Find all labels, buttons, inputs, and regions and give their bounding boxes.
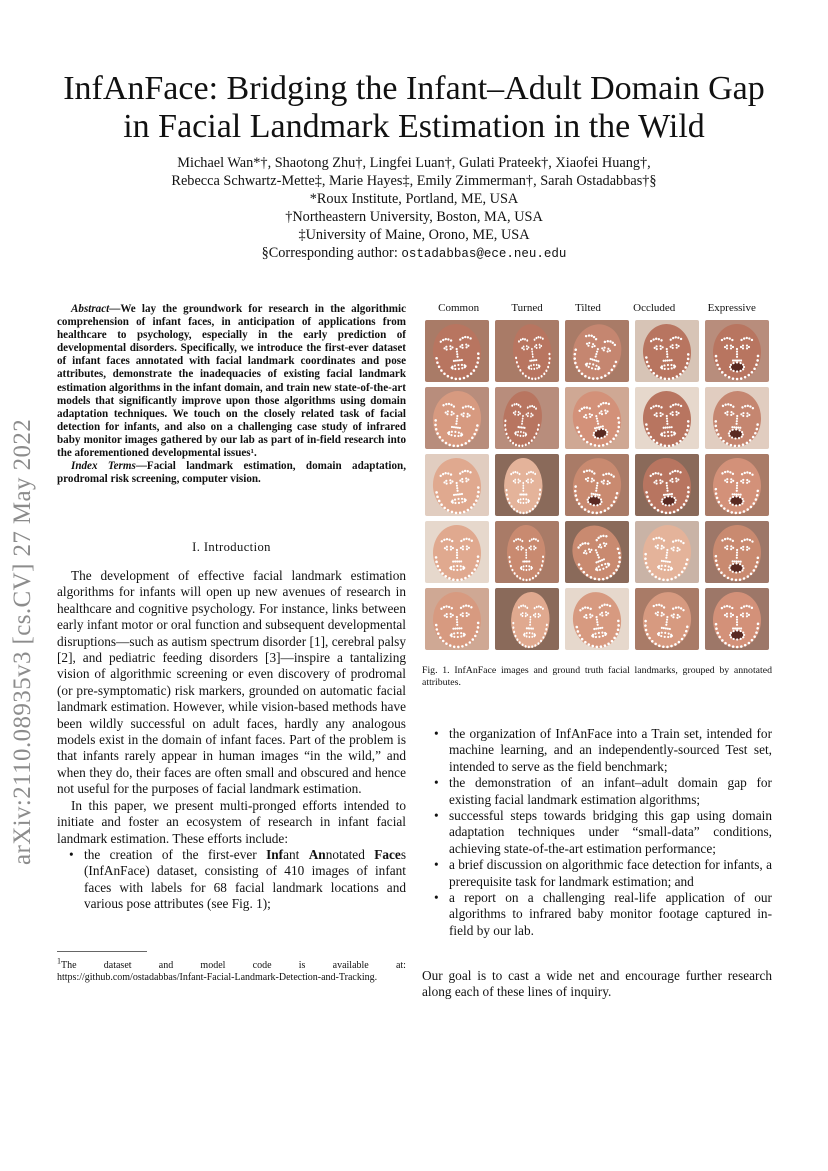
affiliation-roux: *Roux Institute, Portland, ME, USA — [309, 191, 519, 207]
face-image-common-1 — [425, 320, 489, 382]
arxiv-sidebar-stamp: arXiv:2110.08935v3 [cs.CV] 27 May 2022 — [9, 418, 36, 865]
column-header-occluded: Occluded — [633, 302, 676, 314]
face-image-occluded-1 — [635, 320, 699, 382]
contribution-list-right — [422, 726, 772, 939]
face-image-occluded-2 — [635, 387, 699, 449]
face-image-tilted-4 — [565, 521, 629, 583]
contribution-item-domain-adaptation: • successful steps towards bridging this gap using domain adaptation techniques under “small-data” conditions, achieving state-of-the-art estimation performance; — [422, 808, 772, 857]
face-image-turned-3 — [495, 454, 559, 516]
index-terms-label: Index Terms — [71, 460, 136, 473]
footnote-rule — [57, 951, 147, 952]
face-image-tilted-2 — [565, 387, 629, 449]
column-header-turned: Turned — [511, 302, 543, 314]
abstract-paragraph — [57, 303, 406, 460]
column-header-expressive: Expressive — [707, 302, 756, 314]
face-image-turned-4 — [495, 521, 559, 583]
section-heading-introduction: I. Introduction — [192, 540, 271, 554]
index-terms-text: —Facial landmark estimation, domain adaptation, prodromal risk screening, computer vision. — [57, 460, 406, 486]
face-image-common-3 — [425, 454, 489, 516]
goal-paragraph: Our goal is to cast a wide net and encourage further research along each of these lines of inquiry. — [422, 968, 772, 1000]
title-line-2: in Facial Landmark Estimation in the Wild — [123, 108, 705, 145]
figure-1-caption: Fig. 1. InfAnFace images and ground truth facial landmarks, grouped by annotated attributes. — [422, 665, 772, 688]
face-image-common-5 — [425, 588, 489, 650]
abstract — [57, 303, 406, 486]
intro-paragraph-1: The development of effective facial landmark estimation algorithms for infants will open up new avenues of research in healthcare and cognitive psychology. For instance, links between early infant motor or oral function and subsequent developmental disruptions—such as autism spectrum disorder [1], cerebral palsy [2], and pediatric feeding disorders [3]—inspire a tantalizing vision of algorithmic screening or even discovery of prodromal (or pre-symptomatic) risk markers, grounded on automatic facial landmark estimation. However, while vision-based methods have been wildly successful on adult faces, hardly any analogous models exist in the domain of infant faces. Part of the problem is that infants rarely appear in human images “in the wild,” and when they do, their faces are often small and obscured and hence not useful for the purposes of facial landmark estimation. — [57, 568, 406, 797]
author-line-2: Rebecca Schwartz-Mette‡, Marie Hayes‡, Emily Zimmerman†, Sarah Ostadabbas†§ — [171, 173, 657, 189]
author-block — [60, 154, 768, 263]
contribution-item-train-test: • the organization of InfAnFace into a Train set, intended for machine learning, and an independently-sourced Test set, intended to serve as the field benchmark; — [422, 726, 772, 775]
face-image-turned-5 — [495, 588, 559, 650]
affiliation-northeastern: †Northeastern University, Boston, MA, USA — [285, 209, 543, 225]
face-image-occluded-4 — [635, 521, 699, 583]
face-image-expressive-2 — [705, 387, 769, 449]
abstract-label: Abstract — [71, 303, 110, 315]
index-terms — [57, 460, 406, 486]
author-line-1: Michael Wan*†, Shaotong Zhu†, Lingfei Luan†, Gulati Prateek†, Xiaofei Huang†, — [177, 155, 651, 171]
column-header-tilted: Tilted — [575, 302, 601, 314]
face-image-common-2 — [425, 387, 489, 449]
face-image-turned-2 — [495, 387, 559, 449]
face-image-turned-1 — [495, 320, 559, 382]
face-image-common-4 — [425, 521, 489, 583]
face-image-tilted-3 — [565, 454, 629, 516]
figure-1 — [422, 302, 772, 316]
corresponding-email[interactable]: ostadabbas@ece.neu.edu — [401, 247, 567, 261]
abstract-text: —We lay the groundwork for research in the algorithmic comprehension of infant faces, in anticipation of applications from healthcare to psychology, especially in the early prediction of developmental disorders. Specifically, we introduce the first-ever dataset of infant faces annotated with facial landmark coordinates and pose attributes, demonstrate the inadequacies of existing facial landmark estimation algorithms in the infant domain, and train new state-of-the-art models that significantly improve upon those algorithms using domain adaptation techniques. We touch on the closely related task of facial detection for infants, and also on a challenging case study of infrared baby monitor images gathered by our lab as part of in-field research into the aforementioned developmental issues¹. — [57, 303, 406, 460]
contribution-item-domain-gap: • the demonstration of an infant–adult domain gap for existing facial landmark estimation algorithms; — [422, 775, 772, 808]
contribution-item-face-detection: • a brief discussion on algorithmic face detection for infants, a prerequisite task for landmark estimation; and — [422, 857, 772, 890]
footnote — [57, 956, 406, 984]
footnote-url[interactable]: https://github.com/ostadabbas/Infant-Facial-Landmark-Detection-and-Tracking. — [57, 972, 378, 983]
face-image-expressive-5 — [705, 588, 769, 650]
paper-title — [0, 70, 828, 146]
contribution-list-right-block — [422, 726, 772, 939]
contribution-item-infrared-application: • a report on a challenging real-life application of our algorithms to infrared baby monitor footage captured in-field by our lab. — [422, 890, 772, 939]
introduction-body — [57, 568, 406, 913]
face-image-occluded-5 — [635, 588, 699, 650]
intro-paragraph-2: In this paper, we present multi-pronged efforts intended to initiate and foster an ecosystem of research in infant facial landmark estimation. These efforts include: — [57, 797, 406, 846]
face-image-tilted-5 — [565, 588, 629, 650]
corresponding-author: §Corresponding author: ostadabbas@ece.neu.edu — [261, 245, 567, 261]
figure-column-headers — [422, 302, 772, 316]
face-image-expressive-4 — [705, 521, 769, 583]
face-image-expressive-1 — [705, 320, 769, 382]
face-image-expressive-3 — [705, 454, 769, 516]
contribution-item-dataset: • the creation of the first-ever Infant Annotated Faces (InfAnFace) dataset, consisting of 410 images of infant faces with labels for 68 facial landmark locations and various pose attributes (see Fig. 1); — [57, 847, 406, 913]
face-image-tilted-1 — [565, 320, 629, 382]
column-header-common: Common — [438, 302, 480, 314]
affiliation-maine: ‡University of Maine, Orono, ME, USA — [298, 227, 530, 243]
title-line-1: InfAnFace: Bridging the Infant–Adult Domain Gap — [63, 70, 765, 107]
contribution-list-left — [57, 847, 406, 913]
footnote-line-1: $^1$The dataset and model code is available at: — [57, 956, 406, 971]
face-image-occluded-3 — [635, 454, 699, 516]
